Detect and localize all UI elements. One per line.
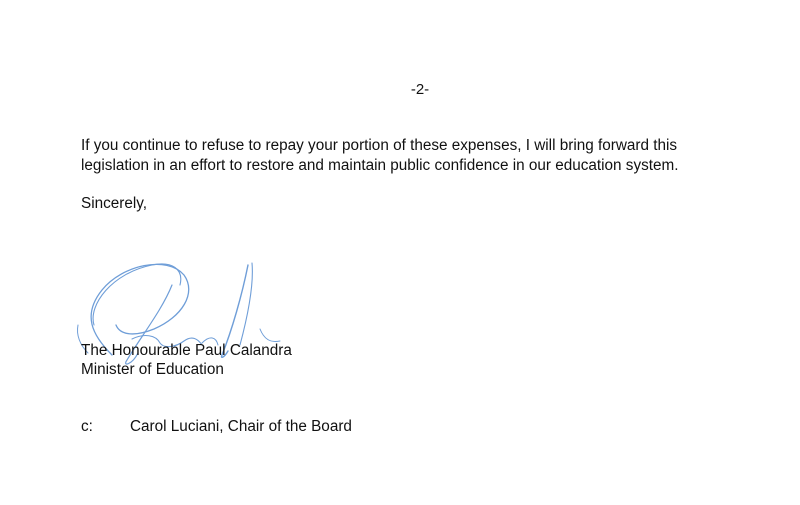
cc-label: c: bbox=[81, 418, 93, 435]
signer-name: The Honourable Paul Calandra bbox=[81, 342, 292, 359]
cc-recipient: Carol Luciani, Chair of the Board bbox=[130, 418, 352, 435]
cc-line bbox=[81, 417, 352, 436]
letter-body-paragraph: If you continue to refuse to repay your portion of these expenses, I will bring forward this legislation in an effort to restore and maintain public confidence in our education system. bbox=[81, 137, 679, 174]
signer-title: Minister of Education bbox=[81, 361, 224, 378]
closing-salutation: Sincerely, bbox=[81, 195, 148, 212]
page-number: -2- bbox=[410, 81, 430, 98]
signature-stroke bbox=[260, 329, 280, 342]
